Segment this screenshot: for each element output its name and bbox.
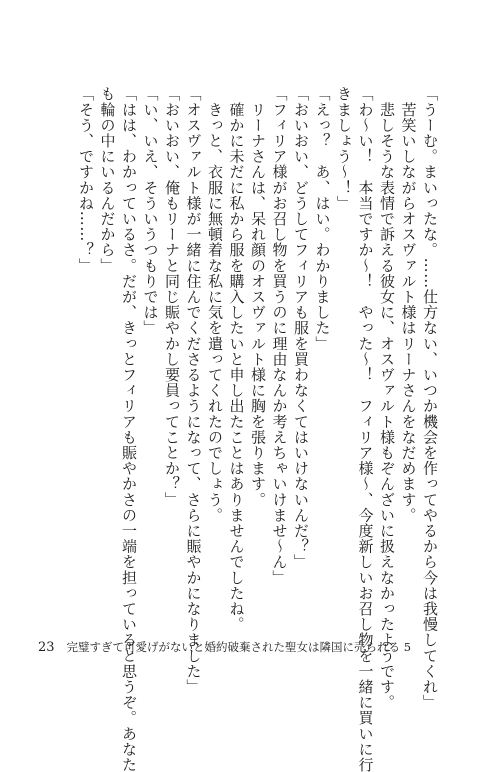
text-line: 「おいおい、俺もリーナと同じ賑やかし要員ってことか？」 bbox=[163, 86, 181, 508]
text-line: 「えっ？ あ、はい。わかりました」 bbox=[313, 86, 332, 352]
text-line: 「おいおい、どうしてフィリアも服を買わなくてはいけないんだ？」 bbox=[292, 86, 310, 570]
text-line: 「フィリア様がお召し物を買うのに理由なんか考えちゃいけませ～ん」 bbox=[270, 86, 289, 586]
text-line: きっと、衣服に無頓着な私に気を遣ってくれたのでしょう。 bbox=[206, 86, 224, 523]
text-line: 「はは、わかっているさ。だが、きっとフィリアも賑やかさの一端を担っていると思うぞ。あなた bbox=[120, 86, 138, 772]
text-line: 苦笑いしながらオスヴァルト様はリーナさんをなだめます。 bbox=[399, 86, 418, 523]
text-line: 「うーむ。まいったな。……仕方ない、いつか機会を作ってやるから今は我慢してくれ」 bbox=[421, 86, 439, 710]
text-line: も輪の中にいるんだから」 bbox=[98, 86, 117, 274]
text-line: 悲しそうな表情で訴える彼女に、オスヴァルト様もぞんざいに扱えなかったようです。 bbox=[378, 86, 396, 710]
text-line: 「そう、ですかね……？」 bbox=[77, 86, 95, 274]
text-line: 「わ～い！ 本当ですか～！ やった～！ フィリア様～、今度新しいお召し物を一緒に買いに行 bbox=[356, 86, 375, 772]
text-line: 「い、いえ、そういうつもりでは」 bbox=[141, 86, 160, 336]
text-line: きましょう～！」 bbox=[335, 86, 353, 211]
text-line: 確かに未だに私から服を購入したいと申し出たことはありませんでしたね。 bbox=[227, 86, 246, 632]
running-title: 完璧すぎて可愛げがないと婚約破棄された聖女は隣国に売られる 5 bbox=[66, 640, 412, 654]
text-line: リーナさんは、呆れ顔のオスヴァルト様に胸を張ります。 bbox=[249, 86, 267, 508]
page-number: 23 bbox=[38, 639, 55, 655]
page-footer bbox=[38, 637, 468, 657]
text-line: 「オスヴァルト様が一緒に住んでくださるようになって、さらに賑やかになりました」 bbox=[184, 86, 203, 695]
